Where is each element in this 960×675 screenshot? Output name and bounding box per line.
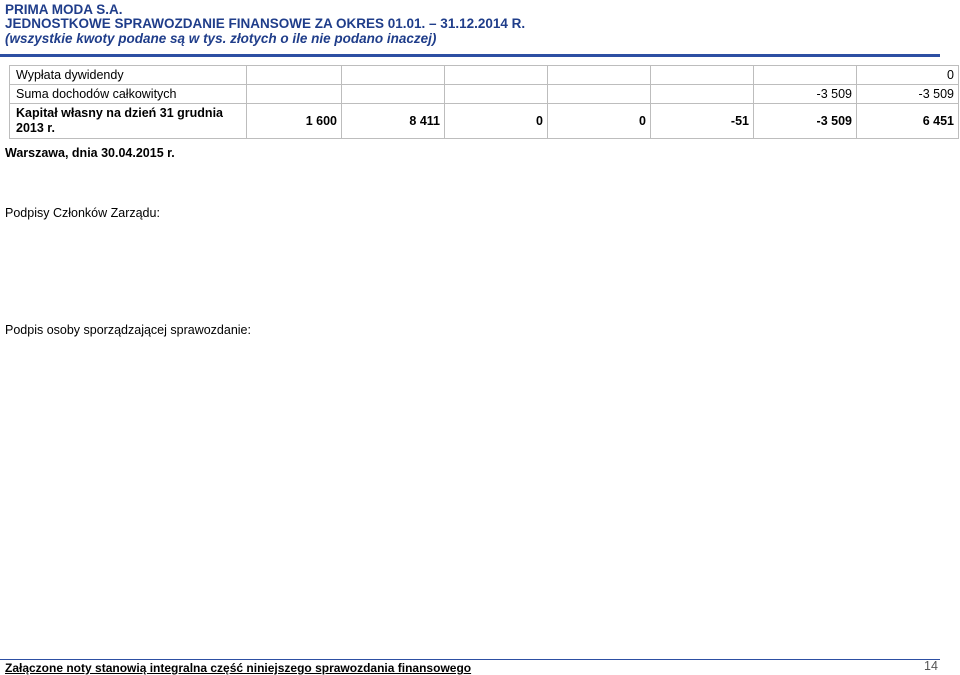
cell-col-5	[651, 66, 754, 85]
equity-changes-table	[9, 65, 959, 139]
report-subtitle: (wszystkie kwoty podane są w tys. złotych o ile nie podano inaczej)	[5, 31, 437, 46]
cell-supplementary-capital	[342, 85, 445, 104]
cell-col-5: -51	[651, 104, 754, 139]
company-name: PRIMA MODA S.A.	[5, 2, 123, 17]
cell-col-6: -3 509	[754, 104, 857, 139]
cell-supplementary-capital: 8 411	[342, 104, 445, 139]
table-row-dividend	[10, 66, 959, 85]
table-row-equity-closing	[10, 104, 959, 139]
cell-col-4	[548, 85, 651, 104]
cell-col-6: -3 509	[754, 85, 857, 104]
cell-col-6	[754, 66, 857, 85]
row-label: Wypłata dywidendy	[10, 66, 247, 85]
table-row-total-comprehensive-income	[10, 85, 959, 104]
cell-share-capital	[247, 66, 342, 85]
report-title: JEDNOSTKOWE SPRAWOZDANIE FINANSOWE ZA OKRES 01.01. – 31.12.2014 R.	[5, 16, 526, 31]
cell-supplementary-capital	[342, 66, 445, 85]
page-number: 14	[924, 659, 938, 673]
cell-col-4	[548, 66, 651, 85]
board-signatures-label: Podpisy Członków Zarządu:	[5, 206, 160, 220]
row-label: Kapitał własny na dzień 31 grudnia 2013 r.	[10, 104, 247, 139]
cell-total: 0	[857, 66, 959, 85]
cell-total: 6 451	[857, 104, 959, 139]
cell-col-3	[445, 66, 548, 85]
header-rule	[0, 54, 940, 57]
row-label: Suma dochodów całkowitych	[10, 85, 247, 104]
cell-share-capital	[247, 85, 342, 104]
cell-col-3: 0	[445, 104, 548, 139]
place-and-date: Warszawa, dnia 30.04.2015 r.	[5, 146, 175, 160]
footer-rule	[0, 659, 940, 660]
footer-note: Załączone noty stanowią integralna część niniejszego sprawozdania finansowego	[5, 661, 472, 675]
cell-col-3	[445, 85, 548, 104]
cell-share-capital: 1 600	[247, 104, 342, 139]
cell-col-4: 0	[548, 104, 651, 139]
cell-col-5	[651, 85, 754, 104]
cell-total: -3 509	[857, 85, 959, 104]
preparer-signature-label: Podpis osoby sporządzającej sprawozdanie:	[5, 323, 251, 337]
